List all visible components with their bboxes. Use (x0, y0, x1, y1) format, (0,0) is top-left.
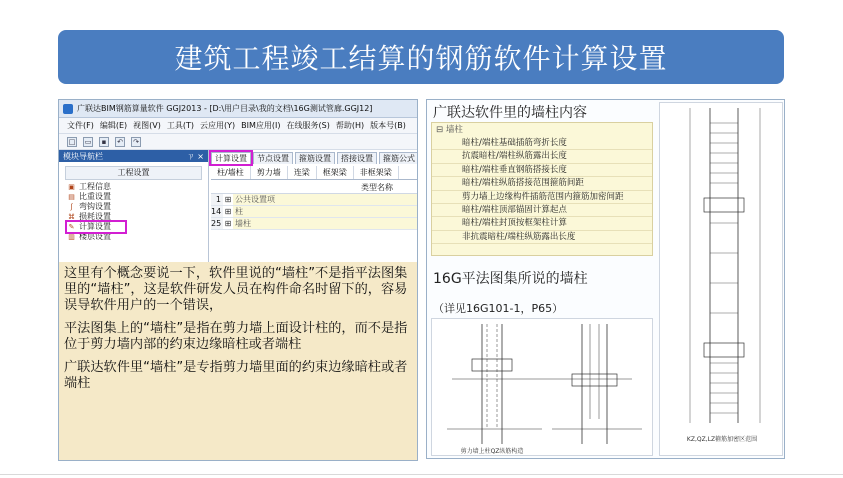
toolbar (59, 134, 417, 150)
weight-icon: ▤ (68, 193, 75, 201)
nav-title: 模块导航栏 (63, 151, 103, 161)
row-name: 柱 (233, 206, 417, 217)
paragraph: 这里有个概念要说一下，软件里说的“墙柱”不是指平法图集里的“墙柱”，这是软件研发人员在构件命名时留下的，容易误导软件用户的一个错误， (64, 266, 408, 313)
floor-icon: ▥ (68, 233, 75, 241)
drawing-stirrup-dense-zone-svg (660, 103, 784, 457)
nav-item-project-info[interactable] (67, 182, 208, 192)
tab-stirrup-settings[interactable]: 箍筋设置 (295, 152, 335, 164)
save-icon[interactable]: ▪ (99, 137, 109, 147)
undo-icon[interactable]: ↶ (115, 137, 125, 147)
hook-icon: ʃ (70, 203, 73, 211)
subtab-shear-wall[interactable]: 剪力墙 (251, 166, 288, 179)
app-window-title: 广联达BIM钢筋算量软件 GGJ2013 - [D:\用户目录\我的文档\16G测试管廊.GGJ12] (77, 104, 373, 113)
bottom-divider (0, 474, 843, 475)
heading-software-wall-column: 广联达软件里的墙柱内容 (433, 105, 587, 121)
nav-item-weight-settings[interactable] (67, 192, 208, 202)
nav-section-project-settings[interactable]: 工程设置 (65, 166, 202, 180)
table-row[interactable] (211, 206, 417, 218)
tree-item[interactable]: 非抗震暗柱/端柱纵筋露出长度 (432, 231, 652, 244)
settings-tabs (211, 150, 417, 164)
nav-header (59, 150, 208, 162)
collapse-icon[interactable]: ⊟ (436, 125, 446, 135)
subtab-frame-beam[interactable]: 框架梁 (317, 166, 354, 179)
nav-item-label: 工程信息 (79, 182, 111, 191)
subtab-non-frame-beam[interactable]: 非框架梁 (354, 166, 399, 179)
nav-pin-close-icon[interactable]: ㄗ × (186, 151, 204, 161)
subtab-coupling-beam[interactable]: 连梁 (288, 166, 317, 179)
tab-lap-settings[interactable]: 搭接设置 (337, 152, 377, 164)
drawing-caption: 剪力墙上柱QZ纵筋构造 (460, 448, 524, 455)
row-number: 25 (211, 219, 222, 228)
row-name: 公共设置项 (233, 194, 417, 205)
menu-version[interactable]: 版本号(B) (370, 121, 406, 130)
nav-item-label: 楼层设置 (79, 232, 111, 241)
nav-item-label: 计算设置 (79, 222, 111, 231)
settings-main (211, 150, 417, 262)
expand-icon[interactable]: ⊞ (224, 219, 232, 228)
heading-reference: （详见16G101-1，P65） (433, 302, 564, 315)
menu-view[interactable]: 视图(V) (133, 121, 161, 130)
expand-icon[interactable]: ⊞ (224, 195, 232, 204)
module-nav-panel (59, 150, 209, 262)
info-icon: ▣ (68, 183, 75, 191)
tree-item[interactable]: 暗柱/端柱基础插筋弯折长度 (432, 137, 652, 150)
drawing-stirrup-dense-zone (659, 102, 783, 456)
tree-item[interactable]: 暗柱/端柱纵筋搭接范围箍筋间距 (432, 177, 652, 190)
menu-help[interactable]: 帮助(H) (335, 121, 365, 130)
heading-16g-wall-column: 16G平法图集所说的墙柱 (433, 271, 588, 287)
paragraph: 平法图集上的“墙柱”是指在剪力墙上面设计柱的，而不是指位于剪力墙内部的约束边缘暗柱或者端柱 (64, 321, 408, 352)
calc-icon: ✎ (68, 223, 75, 231)
tree-item[interactable]: 暗柱/端柱顶部锚固计算起点 (432, 204, 652, 217)
row-number: 1 (211, 194, 223, 205)
table-row[interactable] (211, 218, 417, 230)
wall-column-settings-tree (431, 122, 653, 256)
tree-item[interactable]: 剪力墙上边缘构件插筋范围内箍筋加密间距 (432, 191, 652, 204)
menu-tools[interactable]: 工具(T) (166, 121, 194, 130)
app-window-screenshot (59, 100, 417, 262)
nav-item-label: 损耗设置 (79, 212, 111, 221)
menu-cloud[interactable]: 云应用(Y) (200, 121, 236, 130)
menu-file[interactable]: 文件(F) (67, 121, 94, 130)
redo-icon[interactable]: ↷ (131, 137, 141, 147)
tree-item[interactable]: 暗柱/端柱垂直钢筋搭接长度 (432, 164, 652, 177)
tree-root-label: 墙柱 (445, 125, 463, 135)
app-logo-icon (63, 104, 73, 114)
nav-item-calc-settings[interactable] (67, 222, 125, 232)
drawing-wall-column-rebar-svg (432, 319, 654, 457)
right-panel (426, 99, 785, 459)
expand-icon[interactable]: ⊞ (224, 207, 232, 216)
menu-edit[interactable]: 编辑(E) (99, 121, 128, 130)
nav-item-label: 比重设置 (79, 192, 111, 201)
tab-calc-settings[interactable]: 计算设置 (211, 152, 251, 164)
drawing-wall-column-rebar (431, 318, 653, 456)
new-file-icon[interactable]: □ (68, 137, 76, 146)
subtab-column-wallcolumn[interactable]: 柱/墙柱 (211, 166, 251, 179)
table-row[interactable] (211, 194, 417, 206)
tree-root[interactable] (432, 123, 652, 137)
slide-title: 建筑工程竣工结算的钢筋软件计算设置 (174, 42, 668, 75)
menu-bim[interactable]: BIM应用(I) (241, 121, 281, 130)
slide-title-bar (58, 30, 784, 84)
paragraph: 广联达软件里“墙柱”是专指剪力墙里面的约束边缘暗柱或者端柱 (64, 360, 408, 391)
menu-bar (59, 118, 417, 134)
menu-online[interactable]: 在线服务(S) (286, 121, 330, 130)
drawing-caption: KZ,QZ,LZ箍筋加密区范围 (686, 436, 758, 443)
nav-item-hook-settings[interactable] (67, 202, 208, 212)
app-title-bar (59, 100, 417, 118)
nav-item-label: 弯钩设置 (79, 202, 111, 211)
row-number: 14 (211, 207, 222, 216)
nav-list (59, 182, 208, 242)
tab-stirrup-formula[interactable]: 箍筋公式 (379, 152, 418, 164)
tab-node-settings[interactable]: 节点设置 (253, 152, 293, 164)
row-name: 墙柱 (233, 218, 417, 229)
open-folder-icon[interactable]: ▭ (84, 137, 92, 146)
loss-icon: ⌘ (68, 213, 75, 221)
nav-item-loss-settings[interactable] (67, 212, 208, 222)
left-panel (58, 99, 418, 461)
left-explanation-text (64, 266, 414, 399)
nav-item-floor-settings[interactable] (67, 232, 208, 242)
component-subtabs (211, 166, 417, 180)
column-header-type-name: 类型名称 (211, 182, 417, 194)
tree-item[interactable]: 暗柱/端柱封顶按框架柱计算 (432, 217, 652, 230)
tree-item[interactable]: 抗震暗柱/端柱纵筋露出长度 (432, 150, 652, 163)
